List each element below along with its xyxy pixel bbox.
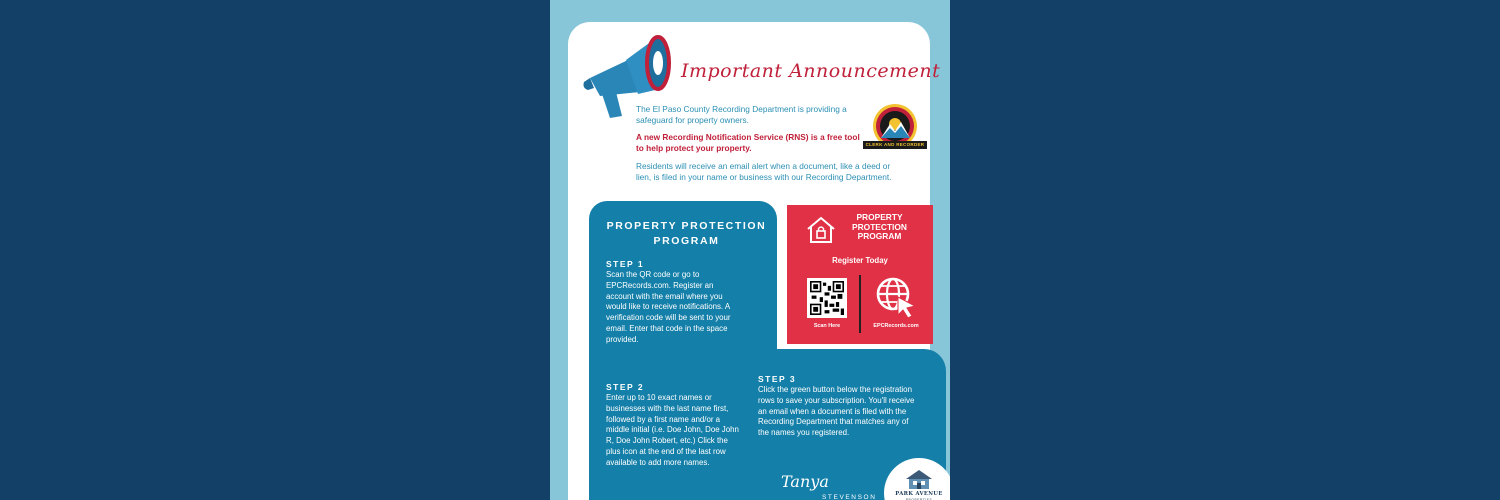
step3-label: STEP 3 [758,374,797,384]
intro-text: The El Paso County Recording Department is providing a safeguard for property owners. [636,104,847,125]
announcement-flyer [550,0,950,500]
scan-here-label: Scan Here [813,323,841,329]
signature-first-name: Tanya [781,472,829,491]
residents-text: Residents will receive an email alert when a document, like a deed or lien, is filed in your name or business with our Recording Department. [636,161,892,182]
rns-text: A new Recording Notification Service (RNS) is a free tool to help protect your property. [636,132,860,153]
register-today-text: Register Today [832,256,888,265]
step1-label: STEP 1 [606,259,645,269]
globe-cursor-icon [873,274,919,320]
seal-banner-text: CLERK AND RECORDER [863,141,927,149]
program-title: PROPERTY PROTECTION PROGRAM [606,220,767,247]
step2-text: Enter up to 10 exact names or businesses with the last name first, followed by a first name and/or a middle initial (i.e. Doe John, Doe John R, Doe John Robert, etc.) Click the plus icon at the end of the last row available to add more names. [606,393,739,467]
signature-last-name: STEVENSON [822,494,877,500]
logo-subtitle: PROPERTIES [905,498,933,500]
website-link[interactable]: EPCRecords.com [873,323,919,329]
register-card-divider [859,275,861,333]
register-card [787,205,933,344]
step3-text: Click the green button below the registration rows to save your subscription. You'll receive an email when a document is filed with the Recording Department that matches any of the names you registered. [758,385,915,438]
qr-code-icon [810,281,844,315]
qr-code[interactable] [807,278,847,318]
step1-text: Scan the QR code or go to EPCRecords.com. Register an account with the email where you would like to receive notifications. A verification code will be sent to your email. Enter that code in the space provided. [606,270,731,344]
step2-label: STEP 2 [606,382,645,392]
flyer-card [568,22,943,500]
logo-house-icon [904,468,934,490]
register-card-title: PROPERTY PROTECTION PROGRAM [852,212,907,242]
house-lock-icon [806,216,836,244]
logo-name: PARK AVENUE [895,491,943,497]
announcement-title: Important Announcement [681,60,941,82]
